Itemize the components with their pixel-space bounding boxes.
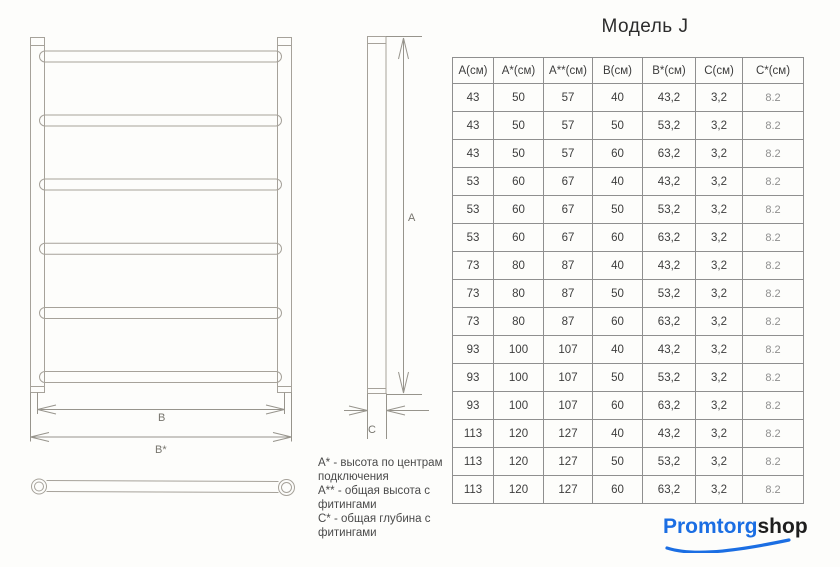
table-cell: 63,2: [643, 392, 696, 420]
table-cell: 3,2: [696, 280, 743, 308]
table-cell: 93: [453, 364, 494, 392]
table-row: [453, 84, 804, 112]
table-cell: 8.2: [743, 224, 804, 252]
legend-item-a-star: А* - высота по центрам подключения: [318, 457, 443, 483]
left-rail: [31, 38, 45, 393]
dimension-c-label: C: [368, 424, 376, 436]
table-cell: 8.2: [743, 308, 804, 336]
table-cell: 87: [544, 280, 593, 308]
table-cell: 8.2: [743, 140, 804, 168]
table-cell: 8.2: [743, 84, 804, 112]
table-cell: 63,2: [643, 476, 696, 504]
table-cell: 53,2: [643, 448, 696, 476]
table-cell: 73: [453, 280, 494, 308]
table-cell: 50: [593, 448, 643, 476]
table-header-cell: А(см): [453, 58, 494, 84]
table-cell: 100: [494, 392, 544, 420]
logo-text-promtorg: Promtorg: [663, 515, 758, 538]
table-header-row: [453, 58, 804, 84]
table-cell: 50: [494, 140, 544, 168]
table-cell: 113: [453, 448, 494, 476]
table-cell: 80: [494, 252, 544, 280]
table-cell: 53,2: [643, 280, 696, 308]
table-header-cell: В*(см): [643, 58, 696, 84]
table-cell: 120: [494, 420, 544, 448]
table-cell: 100: [494, 364, 544, 392]
table-cell: 8.2: [743, 252, 804, 280]
table-cell: 67: [544, 224, 593, 252]
table-cell: 53: [453, 196, 494, 224]
table-cell: 60: [593, 140, 643, 168]
table-cell: 60: [494, 196, 544, 224]
table-cell: 8.2: [743, 364, 804, 392]
table-cell: 3,2: [696, 364, 743, 392]
table-row: [453, 448, 804, 476]
table-cell: 3,2: [696, 84, 743, 112]
table-cell: 63,2: [643, 308, 696, 336]
table-cell: 43: [453, 84, 494, 112]
logo-text: [663, 515, 808, 538]
table-cell: 3,2: [696, 392, 743, 420]
rungs: [40, 51, 282, 383]
table-cell: 40: [593, 336, 643, 364]
legend-item-c-star: С* - общая глубина с фитингами: [318, 513, 431, 539]
logo-swoosh: [664, 537, 794, 553]
table-cell: 53,2: [643, 196, 696, 224]
table-cell: 3,2: [696, 252, 743, 280]
front-view: [31, 38, 292, 393]
table-cell: 50: [494, 84, 544, 112]
table-cell: 57: [544, 84, 593, 112]
table-header-cell: А*(см): [494, 58, 544, 84]
table-cell: 3,2: [696, 168, 743, 196]
table-cell: 53,2: [643, 364, 696, 392]
table-cell: 80: [494, 308, 544, 336]
table-cell: 8.2: [743, 336, 804, 364]
table-cell: 113: [453, 476, 494, 504]
table-cell: 8.2: [743, 448, 804, 476]
table-cell: 43,2: [643, 252, 696, 280]
table-cell: 93: [453, 336, 494, 364]
table-cell: 50: [593, 280, 643, 308]
table-cell: 43,2: [643, 168, 696, 196]
table-cell: 93: [453, 392, 494, 420]
table-cell: 100: [494, 336, 544, 364]
table-cell: 3,2: [696, 476, 743, 504]
table-cell: 40: [593, 84, 643, 112]
dimension-c: [344, 394, 429, 440]
table-cell: 107: [544, 364, 593, 392]
promtorgshop-logo: [663, 515, 813, 555]
table-cell: 43,2: [643, 420, 696, 448]
table-cell: 40: [593, 252, 643, 280]
table-row: [453, 364, 804, 392]
table-cell: 3,2: [696, 336, 743, 364]
table-cell: 87: [544, 308, 593, 336]
table-cell: 80: [494, 280, 544, 308]
table-cell: 87: [544, 252, 593, 280]
dimension-b: [38, 393, 285, 415]
table-cell: 60: [593, 224, 643, 252]
table-row: [453, 252, 804, 280]
logo-text-shop: shop: [757, 515, 808, 538]
model-title: Модель J: [601, 16, 689, 37]
table-header-cell: С(см): [696, 58, 743, 84]
table-cell: 107: [544, 336, 593, 364]
table-cell: 3,2: [696, 112, 743, 140]
table-cell: 3,2: [696, 448, 743, 476]
table-row: [453, 140, 804, 168]
table-cell: 50: [593, 112, 643, 140]
table-cell: 60: [593, 476, 643, 504]
table-cell: 113: [453, 420, 494, 448]
table-row: [453, 224, 804, 252]
table-cell: 50: [593, 196, 643, 224]
table-cell: 43: [453, 112, 494, 140]
table-cell: 3,2: [696, 196, 743, 224]
table-cell: 120: [494, 476, 544, 504]
table-header-cell: В(см): [593, 58, 643, 84]
table-row: [453, 392, 804, 420]
table-cell: 127: [544, 448, 593, 476]
table-row: [453, 336, 804, 364]
table-cell: 60: [494, 224, 544, 252]
table-cell: 43,2: [643, 336, 696, 364]
table-cell: 8.2: [743, 420, 804, 448]
legend: [318, 456, 448, 540]
table-cell: 57: [544, 140, 593, 168]
dimension-a-label: A: [408, 212, 416, 224]
table-cell: 3,2: [696, 224, 743, 252]
dimension-a: [386, 37, 422, 395]
table-cell: 73: [453, 252, 494, 280]
table-cell: 8.2: [743, 280, 804, 308]
right-rail: [278, 38, 292, 393]
top-view-tube: [32, 479, 295, 496]
table-cell: 3,2: [696, 308, 743, 336]
table-cell: 53: [453, 168, 494, 196]
table-header-cell: А**(см): [544, 58, 593, 84]
table-cell: 127: [544, 420, 593, 448]
table-cell: 57: [544, 112, 593, 140]
table-cell: 60: [494, 168, 544, 196]
table-cell: 53: [453, 224, 494, 252]
table-row: [453, 280, 804, 308]
table-cell: 50: [494, 112, 544, 140]
table-cell: 8.2: [743, 392, 804, 420]
dimensions-table: [452, 57, 804, 504]
dimension-b-star-label: B*: [155, 444, 167, 456]
table-cell: 127: [544, 476, 593, 504]
table-cell: 63,2: [643, 140, 696, 168]
table-cell: 107: [544, 392, 593, 420]
table-cell: 60: [593, 392, 643, 420]
table-cell: 43: [453, 140, 494, 168]
table-cell: 40: [593, 420, 643, 448]
legend-item-a-double-star: А** - общая высота с фитингами: [318, 485, 430, 511]
table-cell: 73: [453, 308, 494, 336]
table-header-cell: С*(см): [743, 58, 804, 84]
table-cell: 67: [544, 196, 593, 224]
table-row: [453, 420, 804, 448]
table-row: [453, 168, 804, 196]
dimension-b-label: B: [158, 412, 166, 424]
table-row: [453, 308, 804, 336]
table-cell: 40: [593, 168, 643, 196]
table-cell: 43,2: [643, 84, 696, 112]
table-cell: 120: [494, 448, 544, 476]
table-cell: 50: [593, 364, 643, 392]
table-cell: 3,2: [696, 140, 743, 168]
table-cell: 63,2: [643, 224, 696, 252]
table-row: [453, 112, 804, 140]
table-row: [453, 196, 804, 224]
table-cell: 8.2: [743, 476, 804, 504]
side-view: [368, 37, 387, 394]
table-cell: 8.2: [743, 168, 804, 196]
table-cell: 3,2: [696, 420, 743, 448]
table-cell: 8.2: [743, 196, 804, 224]
table-row: [453, 476, 804, 504]
table-cell: 8.2: [743, 112, 804, 140]
table-cell: 60: [593, 308, 643, 336]
table-cell: 67: [544, 168, 593, 196]
table-cell: 53,2: [643, 112, 696, 140]
